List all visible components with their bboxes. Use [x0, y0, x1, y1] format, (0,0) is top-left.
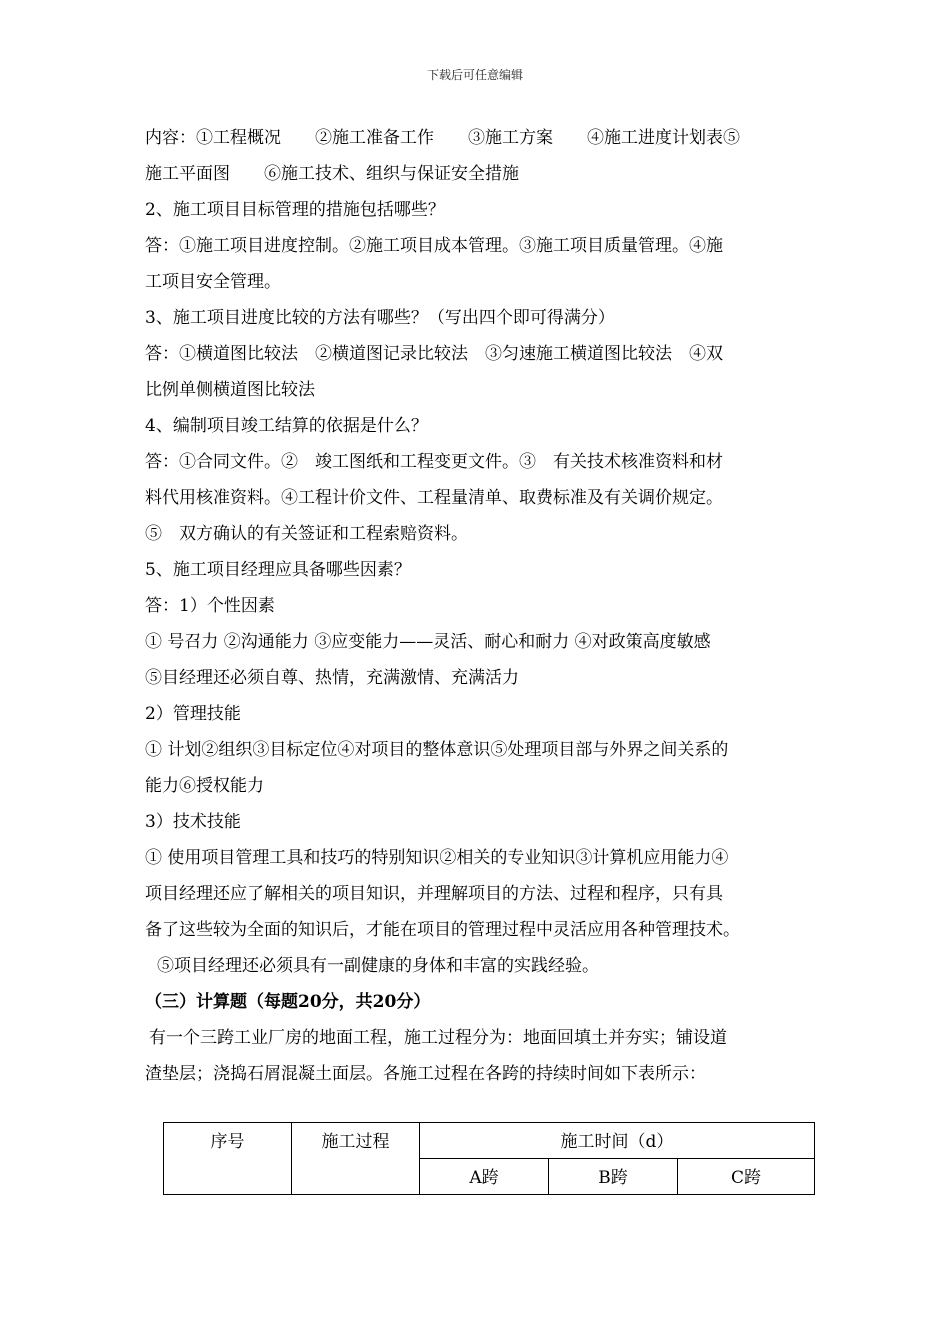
header-cell-process: 施工过程: [292, 1123, 420, 1195]
text-line: 答：①横道图比较法 ②横道图记录比较法 ③匀速施工横道图比较法 ④双: [145, 344, 723, 364]
text-line: ⑤目经理还必须自尊、热情，充满激情、充满活力: [145, 668, 519, 688]
text-line: 3）技术技能: [145, 812, 241, 832]
text-line: 工项目安全管理。: [145, 272, 281, 292]
text-line: 能力⑥授权能力: [145, 776, 264, 796]
header-cell-span-a: A跨: [420, 1159, 549, 1195]
question-2: 2、施工项目目标管理的措施包括哪些？: [145, 200, 445, 220]
text-line: 有一个三跨工业厂房的地面工程，施工过程分为：地面回填土并夯实；铺设道: [149, 1028, 727, 1048]
text-line: ⑤项目经理还必须具有一副健康的身体和丰富的实践经验。: [157, 956, 599, 976]
text-line: 内容：①工程概况 ②施工准备工作 ③施工方案 ④施工进度计划表⑤: [145, 128, 740, 148]
text-line: 2）管理技能: [145, 704, 241, 724]
text-line: ⑤ 双方确认的有关签证和工程索赔资料。: [145, 524, 468, 544]
question-3: 3、施工项目进度比较的方法有哪些？（写出四个即可得满分）: [145, 308, 615, 328]
text-line: 施工平面图 ⑥施工技术、组织与保证安全措施: [145, 164, 519, 184]
duration-table: [163, 1122, 815, 1195]
header-cell-time: 施工时间（d）: [420, 1123, 815, 1159]
text-line: 备了这些较为全面的知识后，才能在项目的管理过程中灵活应用各种管理技术。: [145, 920, 740, 940]
text-line: ① 使用项目管理工具和技巧的特别知识②相关的专业知识③计算机应用能力④: [145, 848, 729, 868]
text-line: 答：①合同文件。② 竣工图纸和工程变更文件。③ 有关技术核准资料和材: [145, 452, 723, 472]
question-5: 5、施工项目经理应具备哪些因素？: [145, 560, 411, 580]
text-line: ① 计划②组织③目标定位④对项目的整体意识⑤处理项目部与外界之间关系的: [145, 740, 729, 760]
text-line: ① 号召力 ②沟通能力 ③应变能力——灵活、耐心和耐力 ④对政策高度敏感: [145, 632, 711, 652]
text-line: 项目经理还应了解相关的项目知识，并理解项目的方法、过程和程序，只有具: [145, 884, 723, 904]
question-4: 4、编制项目竣工结算的依据是什么？: [145, 416, 428, 436]
section-heading: （三）计算题（每题20分，共20分）: [145, 992, 431, 1012]
text-line: 比例单侧横道图比较法: [145, 380, 315, 400]
header-cell-span-b: B跨: [549, 1159, 678, 1195]
text-line: 渣垫层；浇捣石屑混凝土面层。各施工过程在各跨的持续时间如下表所示：: [145, 1064, 706, 1084]
text-line: 料代用核准资料。④工程计价文件、工程量清单、取费标准及有关调价规定。: [145, 488, 723, 508]
header-cell-seq: 序号: [164, 1123, 292, 1195]
header-cell-span-c: C跨: [678, 1159, 815, 1195]
page-header-note: 下载后可任意编辑: [426, 68, 523, 82]
text-line: 答：1）个性因素: [145, 596, 275, 616]
document-body: [145, 120, 810, 1092]
text-line: 答：①施工项目进度控制。②施工项目成本管理。③施工项目质量管理。④施: [145, 236, 723, 256]
